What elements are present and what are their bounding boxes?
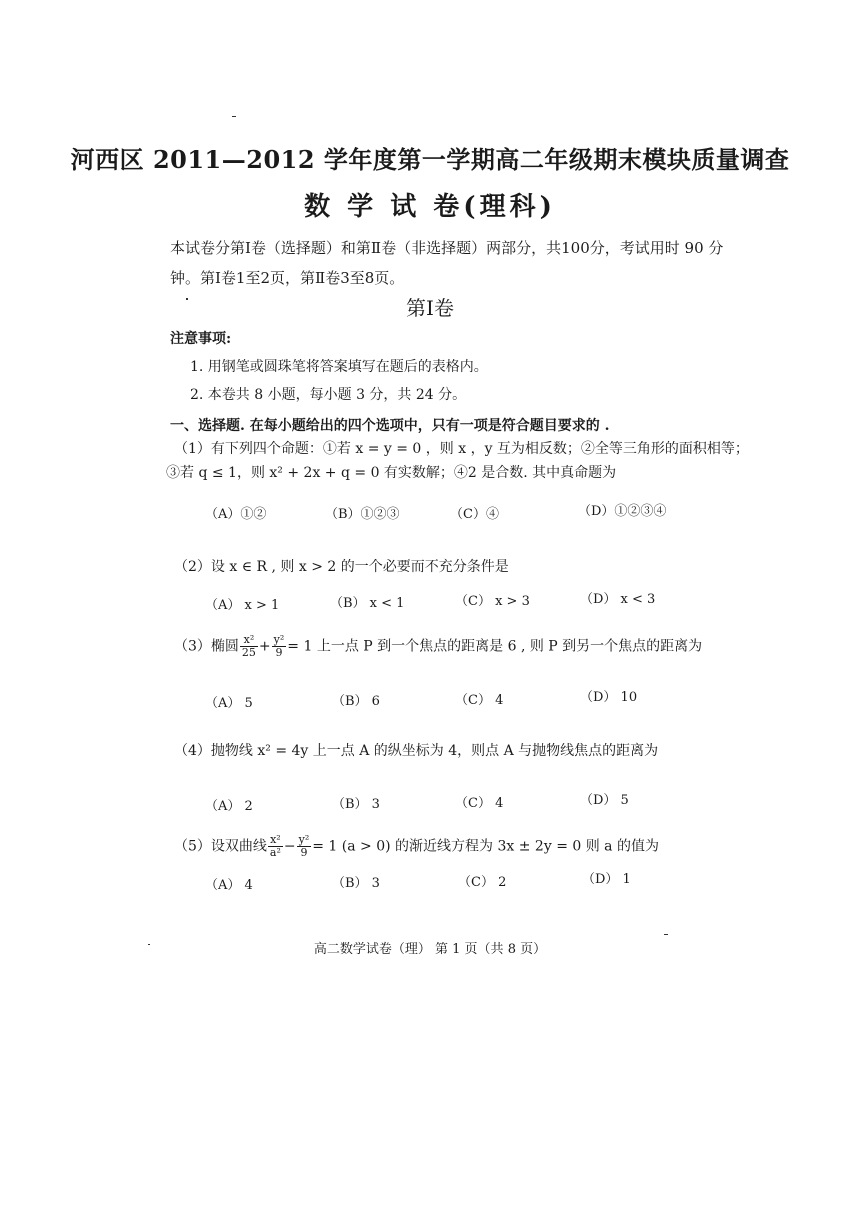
question-3-option-b: （B） 6 xyxy=(332,694,380,709)
plus-sign: + xyxy=(258,638,271,655)
scan-speck xyxy=(186,298,188,300)
scan-speck xyxy=(148,944,150,945)
question-5-option-a: （A） 4 xyxy=(205,878,253,893)
question-2-option-c: （C） x > 3 xyxy=(455,594,530,609)
question-1-option-a: （A）①② xyxy=(205,507,267,522)
question-1-option-b: （B）①②③ xyxy=(325,507,400,522)
question-1-line-1: （1）有下列四个命题：①若 x = y = 0 ，则 x ，y 互为相反数；②全等三角形的面积相等； xyxy=(174,441,749,457)
question-5-suffix: = 1 (a > 0) 的渐近线方程为 3x ± 2y = 0 则 a 的值为 xyxy=(312,838,659,855)
question-5-option-c: （C） 2 xyxy=(458,875,507,890)
notice-item-2: 2. 本卷共 8 小题，每小题 3 分，共 24 分。 xyxy=(190,387,467,403)
question-2-line-1: （2）设 x ∈ R , 则 x > 2 的一个必要而不充分条件是 xyxy=(174,559,509,575)
intro-line-1: 本试卷分第Ⅰ卷（选择题）和第Ⅱ卷（非选择题）两部分，共100分，考试用时 90 分 xyxy=(170,239,724,257)
question-1-option-c: （C）④ xyxy=(450,507,499,522)
question-5-option-b: （B） 3 xyxy=(332,876,380,891)
question-4-option-d: （D） 5 xyxy=(580,793,629,808)
question-3-option-c: （C） 4 xyxy=(455,693,504,708)
hyperbola-fraction-y: $\frac{\text{y²}}{9}$ xyxy=(298,833,310,859)
page-footer: 高二数学试卷（理） 第 1 页（共 8 页） xyxy=(313,942,547,957)
question-3-suffix: = 1 上一点 P 到一个焦点的距离是 6 , 则 P 到另一个焦点的距离为 xyxy=(287,638,703,655)
question-1-option-d: （D）①②③④ xyxy=(578,504,667,519)
section-heading: 第Ⅰ卷 xyxy=(406,296,454,320)
question-1-line-2: ③若 q ≤ 1，则 x² + 2x + q = 0 有实数解；④2 是合数. 其中真命题为 xyxy=(166,465,617,481)
question-3-option-a: （A） 5 xyxy=(205,696,253,711)
question-4-option-b: （B） 3 xyxy=(332,797,380,812)
intro-line-2: 钟。第Ⅰ卷1至2页，第Ⅱ卷3至8页。 xyxy=(170,269,405,287)
question-2-option-d: （D） x < 3 xyxy=(580,592,656,607)
question-4-line-1: （4）抛物线 x² = 4y 上一点 A 的纵坐标为 4，则点 A 与抛物线焦点的距离为 xyxy=(174,743,659,759)
question-3-prefix: （3）椭圆 xyxy=(174,638,239,655)
question-3-line-1 xyxy=(174,634,702,659)
notice-label: 注意事项: xyxy=(170,331,232,347)
question-2-option-a: （A） x > 1 xyxy=(205,598,280,613)
part-heading: 一、选择题. 在每小题给出的四个选项中，只有一项是符合题目要求的 . xyxy=(170,418,610,434)
notice-item-1: 1. 用钢笔或圆珠笔将答案填写在题后的表格内。 xyxy=(190,359,488,375)
scan-speck xyxy=(232,116,236,117)
question-5-prefix: （5）设双曲线 xyxy=(174,838,267,855)
exam-title: 河西区 2011—2012 学年度第一学期高二年级期末模块质量调查 xyxy=(70,145,790,174)
exam-subtitle: 数 学 试 卷(理科) xyxy=(304,192,556,222)
minus-sign: − xyxy=(283,838,296,855)
question-4-option-a: （A） 2 xyxy=(205,799,253,814)
scan-speck xyxy=(664,934,668,935)
question-5-option-d: （D） 1 xyxy=(582,872,631,887)
question-2-option-b: （B） x < 1 xyxy=(330,596,405,611)
ellipse-fraction-x: $\frac{\text{x²}}{25}$ xyxy=(241,633,256,659)
question-5-line-1 xyxy=(174,834,659,859)
question-3-option-d: （D） 10 xyxy=(580,690,638,705)
ellipse-fraction-y: $\frac{\text{y²}}{9}$ xyxy=(273,633,285,659)
hyperbola-fraction-x: $\frac{\text{x²}}{\text{a²}}$ xyxy=(269,833,281,859)
question-4-option-c: （C） 4 xyxy=(455,796,504,811)
